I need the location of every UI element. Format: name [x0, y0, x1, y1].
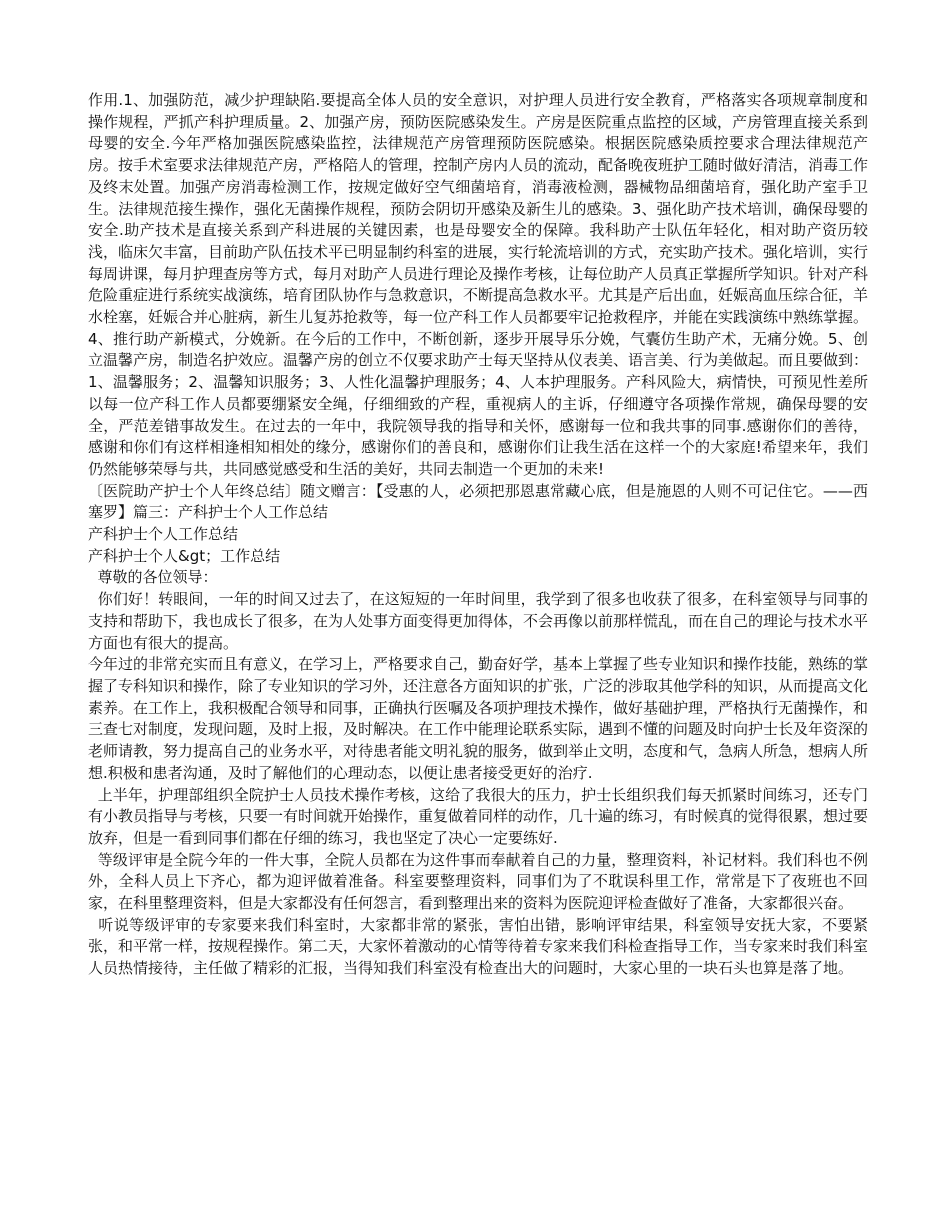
- paragraph-study-work: 今年过的非常充实而且有意义，在学习上，严格要求自己，勤奋好学，基本上掌握了些专业知识和操作技能，熟练的掌握了专科知识和操作，除了专业知识的学习外，还注意各方面知识的扩张，广泛的涉取其他学科的知识，从而提高文化素养。在工作上，我积极配合领导和同事，正确执行医嘱及各项护理技术操作，做好基础护理，严格执行无菌操作，和三查七对制度，发现问题，及时上报，及时解决。在工作中能理论联系实际，遇到不懂的问题及时向护士长及年资深的老师请教，努力提高自己的业务水平，对待患者能文明礼貌的服务，做到举止文明，态度和气，急病人所急，想病人所想.积极和患者沟通，及时了解他们的心理动态，以便让患者接受更好的治疗.: [88, 655, 869, 782]
- paragraph-greeting: 你们好！转眼间，一年的时间又过去了，在这短短的一年时间里，我学到了很多也收获了很多，在科室领导与同事的支持和帮助下，我也成长了很多，在为人处事方面变得更加得体，不会再像以前那样慌乱，而在自己的理论与技术水平方面也有很大的提高。: [88, 590, 869, 652]
- paragraph-expert-inspection: 听说等级评审的专家要来我们科室时，大家都非常的紧张，害怕出错，影响评审结果，科室领导安抚大家，不要紧张，和平常一样，按规程操作。第二天，大家怀着激动的心情等待着专家来我们科检查指导工作，当专家来时我们科室人员热情接待，主任做了精彩的汇报，当得知我们科室没有检查出大的问题时，大家心里的一块石头也算是落了地。: [88, 915, 869, 978]
- paragraph-quote-and-heading: 〔医院助产护士个人年终总结〕随文赠言：【受惠的人，必须把那恩惠常藏心底，但是施恩的人则不可记住它。——西塞罗】篇三：产科护士个人工作总结: [88, 481, 868, 522]
- section-title: 产科护士个人工作总结: [88, 525, 239, 544]
- salutation: 尊敬的各位领导：: [88, 568, 218, 587]
- paragraph-obstetric-work: 作用.1、加强防范，减少护理缺陷.要提高全体人员的安全意识，对护理人员进行安全教育，严格落实各项规章制度和操作规程，严抓产科护理质量。2、加强产房，预防医院感染发生。产房是医院重点监控的区域，产房管理直接关系到母婴的安全.今年严格加强医院感染监控，法律规范产房管理预防医院感染。根据医院感染质控要求合理法律规范产房。按手术室要求法律规范产房，严格陪人的管理，控制产房内人员的流动，配备晚夜班护工随时做好清洁，消毒工作及终末处置。加强产房消毒检测工作，按规定做好空气细菌培育，消毒液检测，器械物品细菌培育，强化助产室手卫生。法律规范接生操作，强化无菌操作规程，预防会阴切开感染及新生儿的感染。3、强化助产技术培训，确保母婴的安全.助产技术是直接关系到产科进展的关键因素，也是母婴安全的保障。我科助产士队伍年轻化，相对助产资历较浅，临床欠丰富，目前助产队伍技术平已明显制约科室的进展，实行轮流培训的方式，充实助产技术。强化培训，实行每周讲课，每月护理查房等方式，每月对助产人员进行理论及操作考核，让每位助产人员真正掌握所学知识。针对产科危险重症进行系统实战演练，培育团队协作与急救意识，不断提高急救水平。尤其是产后出血，妊娠高血压综合征，羊水栓塞，妊娠合并心脏病，新生儿复苏抢救等，每一位产科工作人员都要牢记抢救程序，并能在实践演练中熟练掌握。4、推行助产新模式，分娩新。在今后的工作中，不断创新，逐步开展导乐分娩，气囊仿生助产术，无痛分娩。5、创立温馨产房，制造名护效应。温馨产房的创立不仅要求助产士每天坚持从仪表美、语言美、行为美做起。而且要做到：1、温馨服务；2、温馨知识服务；3、人性化温馨护理服务；4、人本护理服务。产科风险大，病情快，可预见性差所以每一位产科工作人员都要绷紧安全绳，仔细细致的产程，重视病人的主诉，仔细遵守各项操作常规，确保母婴的安全，严范差错事故发生。在过去的一年中，我院领导我的指导和关怀，感谢每一位和我共事的同事.感谢你们的善待，感谢和你们有这样相逢相知相处的缘分，感谢你们的善良和，感谢你们让我生活在这样一个的大家庭!希望来年，我们仍然能够荣辱与共，共同感觉感受和生活的美好，共同去制造一个更加的未来!: [88, 91, 869, 478]
- paragraph-grade-review: 等级评审是全院今年的一件大事，全院人员都在为这件事而奉献着自己的力量，整理资料，补记材料。我们科也不例外，全科人员上下齐心，都为迎评做着准备。科室要整理资料，同事们为了不耽误科里工作，常常是下了夜班也不回家，在科里整理资料，但是大家都没有任何怨言，看到整理出来的资料为医院迎评检查做好了准备，大家都很兴奋。: [88, 850, 868, 913]
- paragraph-skill-assessment: 上半年，护理部组织全院护士人员技术操作考核，这给了我很大的压力，护士长组织我们每天抓紧时间练习，还专门有小教员指导与考核，只要一有时间就开始操作，重复做着同样的动作，几十遍的练习，有时候真的觉得很累，想过要放弃，但是一看到同事们都在仔细的练习，我也坚定了决心一定要练好.: [88, 785, 869, 847]
- section-subtitle: 产科护士个人&gt；工作总结: [88, 546, 281, 565]
